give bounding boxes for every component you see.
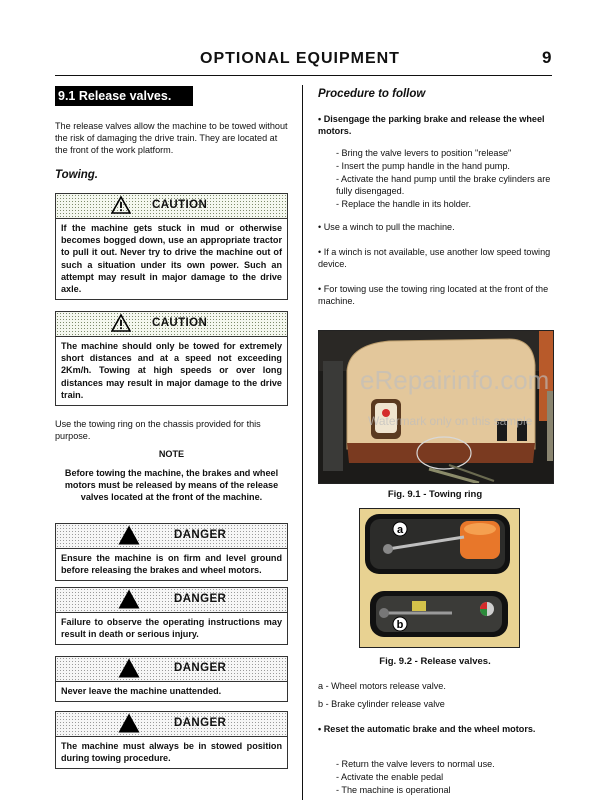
- danger-header: [56, 588, 287, 613]
- warning-triangle-icon: [111, 196, 131, 214]
- danger-triangle-icon: [118, 589, 140, 609]
- procedure-step-4: • For towing use the towing ring located at the front of the machine.: [318, 284, 549, 306]
- watermark-site: eRepairinfo.com: [360, 365, 550, 395]
- chapter-title: OPTIONAL EQUIPMENT: [200, 50, 400, 67]
- caution-header: [56, 312, 287, 337]
- column-divider: [302, 85, 303, 800]
- note-text: Before towing the machine, the brakes and wheel motors must be released by means of the release valves located at the front of the machine.: [64, 468, 279, 503]
- release-valves-image: [360, 509, 519, 647]
- danger-header: [56, 657, 287, 682]
- towing-ring-paragraph: Use the towing ring on the chassis provided for this purpose.: [55, 419, 261, 441]
- watermark-note: Watermark only on this sample: [368, 414, 533, 428]
- caution-label: CAUTION: [152, 199, 208, 211]
- warning-triangle-icon: [111, 314, 131, 332]
- danger-text: Never leave the machine unattended.: [61, 686, 222, 696]
- procedure-substep: - Activate the hand pump until the brake cylinders are fully disengaged.: [336, 174, 551, 196]
- header-rule: [55, 75, 552, 76]
- procedure-substep: - Replace the handle in its holder.: [336, 199, 471, 209]
- danger-triangle-icon: [118, 525, 140, 545]
- legend-a: a - Wheel motors release valve.: [318, 681, 446, 691]
- caution-label: CAUTION: [152, 317, 208, 329]
- danger-label: DANGER: [174, 593, 227, 605]
- towing-heading: Towing.: [55, 169, 99, 181]
- caution-box-1: [55, 193, 288, 300]
- danger-text: Ensure the machine is on firm and level ground before releasing the brakes and wheel motors.: [61, 553, 282, 576]
- towing-ring-image: [319, 331, 553, 483]
- danger-label: DANGER: [174, 529, 227, 541]
- towing-ring-photo: [318, 330, 554, 484]
- chapter-number: 9: [542, 48, 552, 67]
- section-title: 9.1 Release valves.: [55, 86, 193, 106]
- danger-triangle-icon: [118, 713, 140, 733]
- caution-text: The machine should only be towed for extremely short distances and at a speed not exceeding 2Km/h. Towing at high speeds or over long distances may result in major damage to the drive train.: [61, 341, 282, 400]
- danger-header: [56, 712, 287, 737]
- danger-box-3: [55, 656, 288, 702]
- reset-step: - Activate the enable pedal: [336, 772, 444, 782]
- reset-step: - Return the valve levers to normal use.: [336, 759, 495, 769]
- danger-header: [56, 524, 287, 549]
- procedure-step-3: • If a winch is not available, use another low speed towing device.: [318, 247, 551, 269]
- valve-b-marker: b: [396, 619, 404, 631]
- reset-step: - The machine is operational: [336, 785, 451, 795]
- reset-heading: • Reset the automatic brake and the wheel motors.: [318, 724, 536, 734]
- danger-label: DANGER: [174, 662, 227, 674]
- procedure-step-2: • Use a winch to pull the machine.: [318, 222, 455, 232]
- figure-1-caption: Fig. 9.1 - Towing ring: [387, 489, 483, 500]
- procedure-substep: - Insert the pump handle in the hand pump.: [336, 161, 510, 171]
- figure-2-caption: Fig. 9.2 - Release valves.: [379, 656, 491, 667]
- danger-triangle-icon: [118, 658, 140, 678]
- danger-text: Failure to observe the operating instructions may result in death or serious injury.: [61, 617, 282, 640]
- caution-box-2: [55, 311, 288, 406]
- procedure-step-1: • Disengage the parking brake and release the wheel motors.: [318, 114, 545, 136]
- danger-text: The machine must always be in stowed position during towing procedure.: [61, 741, 282, 764]
- danger-label: DANGER: [174, 717, 227, 729]
- release-valves-photo: [359, 508, 520, 648]
- danger-box-4: [55, 711, 288, 769]
- valve-a-marker: a: [396, 524, 404, 536]
- intro-paragraph: The release valves allow the machine to be towed without the risk of damaging the drive train. They are located at the front of the work platform.: [55, 121, 288, 155]
- danger-box-2: [55, 587, 288, 645]
- note-title: NOTE: [158, 449, 185, 459]
- procedure-heading: Procedure to follow: [318, 88, 426, 100]
- caution-text: If the machine gets stuck in mud or otherwise becomes bogged down, use an appropriate tractor to pull it out. Never try to drive the machine out of such a situation under its own power. Such an attempt may result in major damage to the drive axle.: [61, 223, 282, 295]
- caution-header: [56, 194, 287, 219]
- danger-box-1: [55, 523, 288, 581]
- legend-b: b - Brake cylinder release valve: [318, 699, 445, 709]
- procedure-substep: - Bring the valve levers to position "release": [336, 148, 512, 158]
